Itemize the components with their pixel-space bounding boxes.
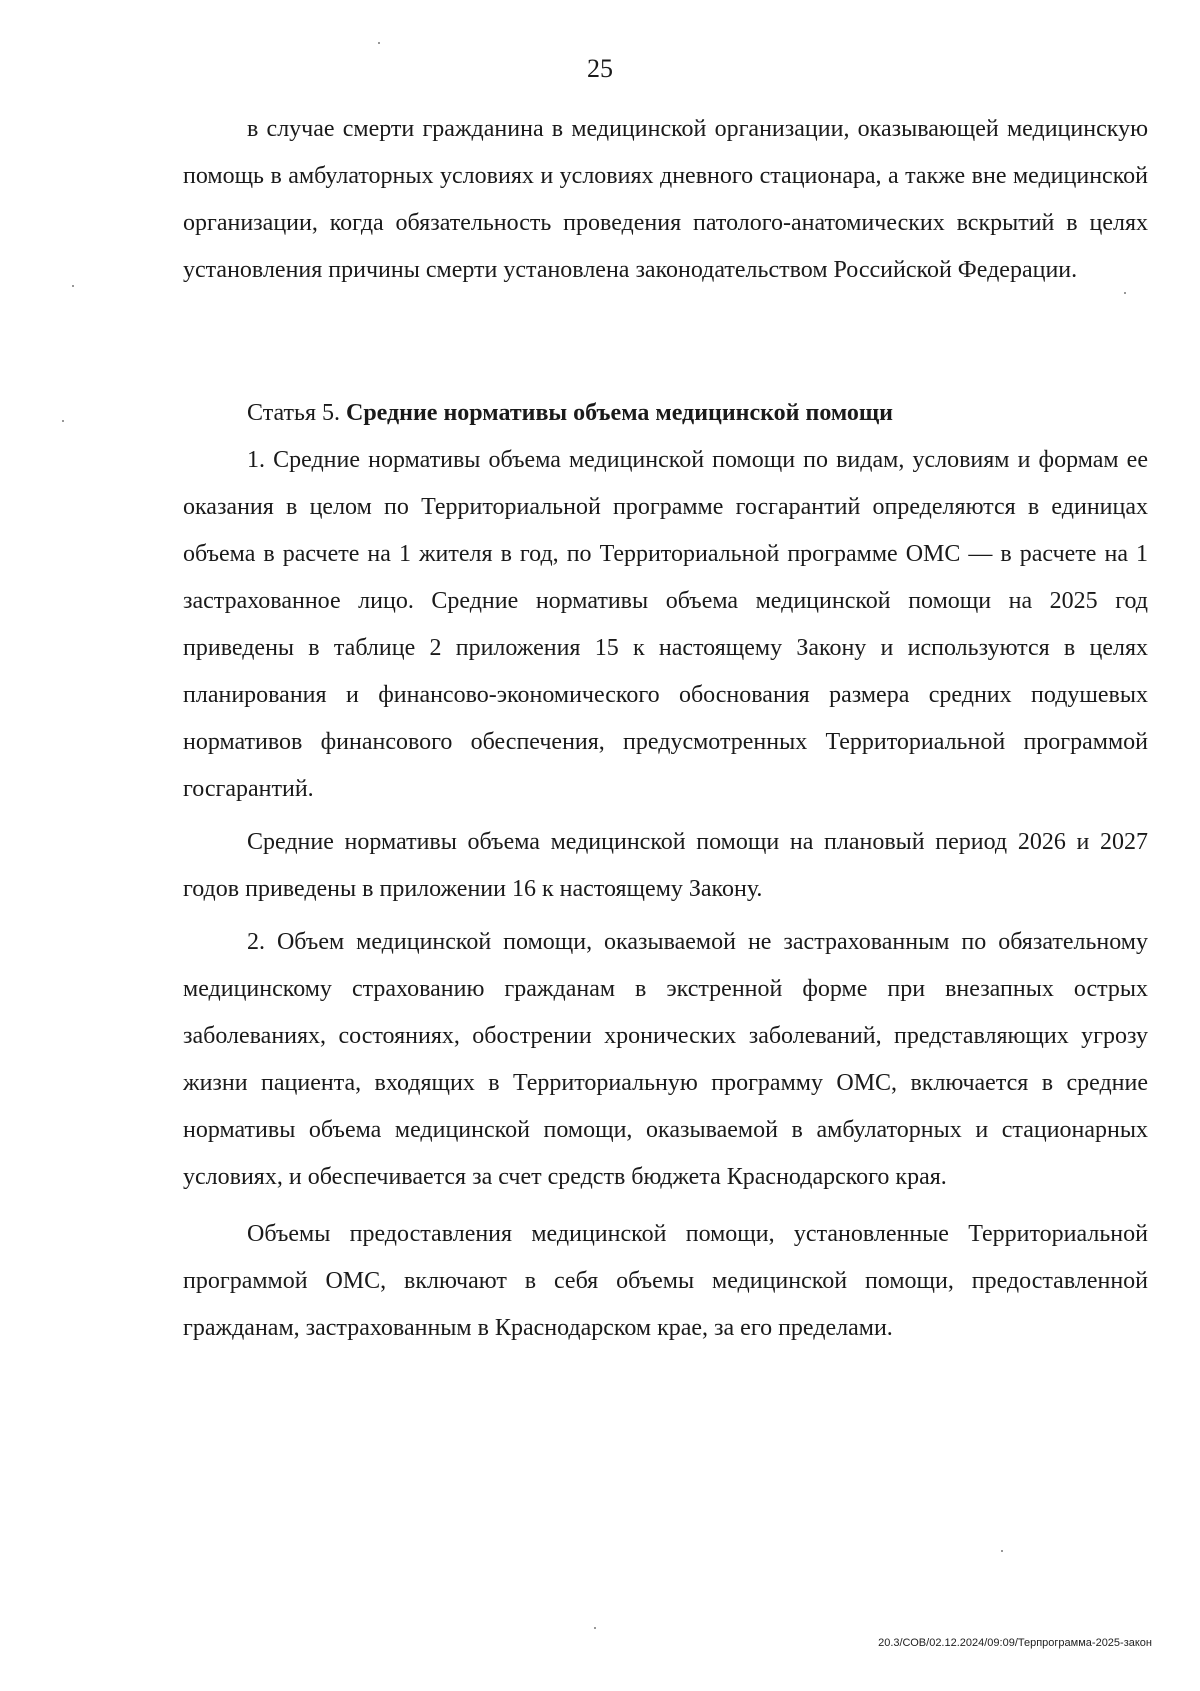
scan-speck xyxy=(62,420,64,422)
article-title: Средние нормативы объема медицинской помощи xyxy=(345,400,893,426)
page-number: 25 xyxy=(587,54,613,83)
paragraph: Средние нормативы объема медицинской помощи на плановый период 2026 и 2027 годов приведены в приложении 16 к настоящему Закону. xyxy=(183,829,1148,902)
scan-speck xyxy=(1001,1550,1003,1552)
paragraph: 2. Объем медицинской помощи, оказываемой не застрахованным по обязательному медицинскому страхованию гражданам в экстренной форме при внезапных острых заболеваниях, состояниях, обострении хронических заболеваний, представляющих угрозу жизни пациента, входящих в Территориальную программу ОМС, включается в средние нормативы объема медицинской помощи, оказываемой в амбулаторных и стационарных условиях, и обеспечивается за счет средств бюджета Краснодарского края. xyxy=(183,929,1148,1190)
article-number: Статья 5. xyxy=(247,400,346,426)
scan-speck xyxy=(378,42,380,44)
scan-speck xyxy=(1124,292,1126,294)
paragraph: 1. Средние нормативы объема медицинской помощи по видам, условиям и формам ее оказания в целом по Территориальной программе госгарантий определяются в единицах объема в расчете на 1 жителя в год, по Территориальной программе ОМС — в расчете на 1 застрахованное лицо. Средние нормативы объема медицинской помощи на 2025 год приведены в таблице 2 приложения 15 к настоящему Закону и используются в целях планирования и финансово-экономического обоснования размера средних подушевых нормативов финансового обеспечения, предусмотренных Территориальной программой госгарантий. xyxy=(183,447,1148,802)
article-section xyxy=(183,390,1148,1352)
paragraph: Объемы предоставления медицинской помощи, установленные Территориальной программой ОМС, включают в себя объемы медицинской помощи, предоставленной гражданам, застрахованным в Краснодарском крае, за его пределами. xyxy=(183,1221,1148,1341)
article-heading xyxy=(183,390,1148,437)
scan-speck xyxy=(594,1627,596,1629)
paragraph: в случае смерти гражданина в медицинской организации, оказывающей медицинскую помощь в амбулаторных условиях и условиях дневного стационара, а также вне медицинской организации, когда обязательность проведения патолого-анатомических вскрытий в целях установления причины смерти установлена законодательством Российской Федерации. xyxy=(183,116,1148,283)
continuation-text xyxy=(183,106,1148,294)
scan-speck xyxy=(72,285,74,287)
document-footer-code: 20.3/СОВ/02.12.2024/09:09/Терпрограмма-2025-закон xyxy=(878,1637,1152,1649)
